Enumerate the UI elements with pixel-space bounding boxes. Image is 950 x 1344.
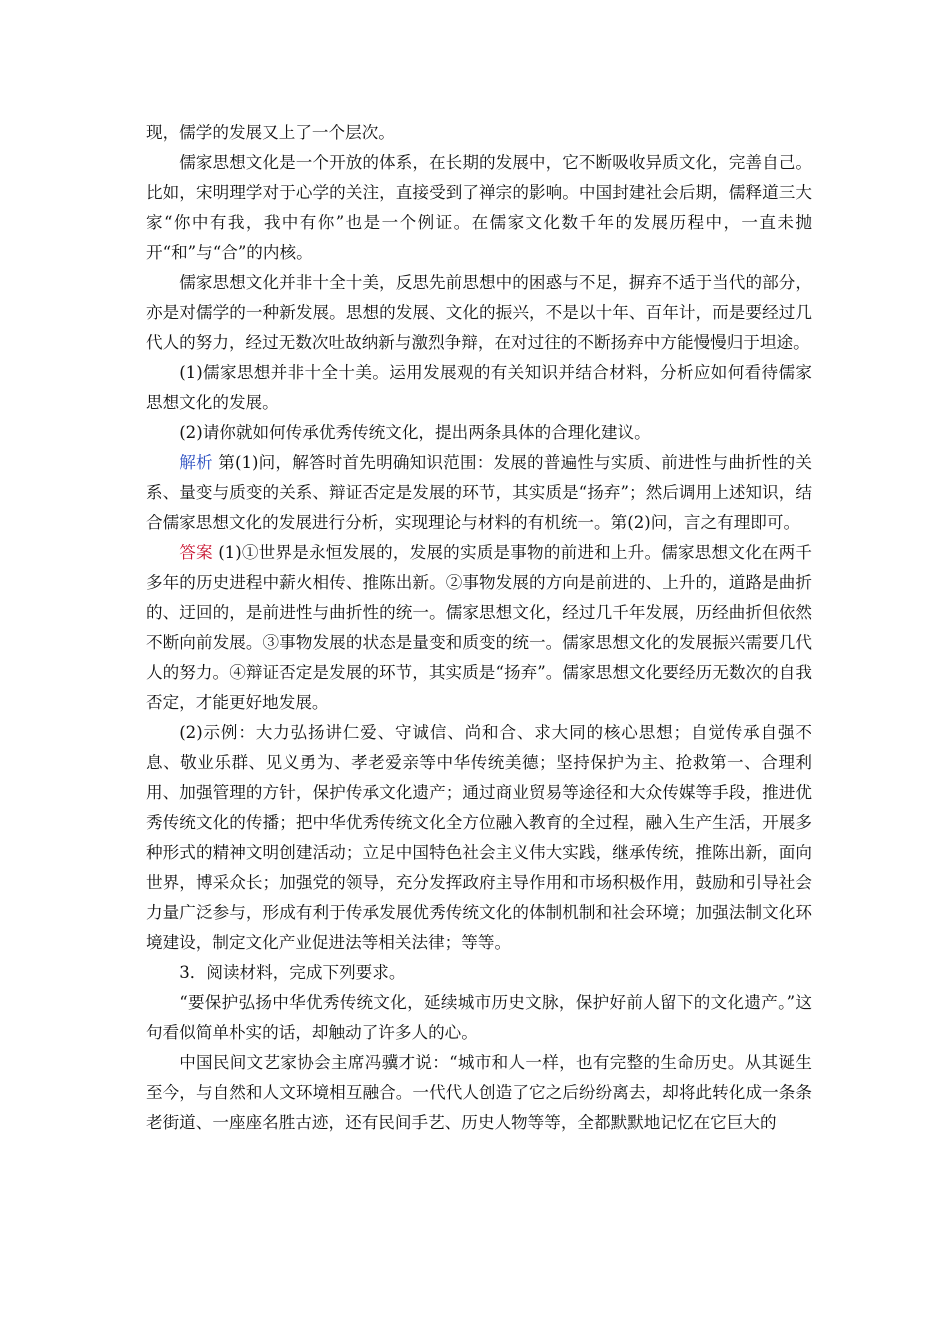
material-feng-jicai-paragraph: 中国民间文艺家协会主席冯骥才说：“城市和人一样，也有完整的生命历史。从其诞生至今，与自然和人文环境相互融合。一代代人创造了它之后纷纷离去，却将此转化成一条条老街道、一座座名胜古迹，还有民间手艺、历史人物等等，全都默默地记忆在它巨大的 [146, 1053, 812, 1132]
answer-text: (1)①世界是永恒发展的，发展的实质是事物的前进和上升。儒家思想文化在两千多年的历史进程中薪火相传、推陈出新。②事物发展的方向是前进的、上升的，道路是曲折的、迂回的，是前进性与曲折性的统一。儒家思想文化，经过几千年发展，历经曲折但依然不断向前发展。③事物发展的状态是量变和质变的统一。儒家思想文化的发展振兴需要几代人的努力。④辩证否定是发展的环节，其实质是“扬弃”。儒家思想文化要经历无数次的自我否定，才能更好地发展。 [146, 543, 813, 712]
paragraph-continuation: 现，儒学的发展又上了一个层次。 [146, 123, 395, 142]
analysis-paragraph [146, 448, 812, 538]
document-body [146, 118, 812, 1138]
analysis-text: 第(1)问，解答时首先明确知识范围：发展的普遍性与实质、前进性与曲折性的关系、量变与质变的关系、辩证否定是发展的环节，其实质是“扬弃”；然后调用上述知识，结合儒家思想文化的发展进行分析，实现理论与材料的有机统一。第(2)问，言之有理即可。 [146, 453, 813, 532]
paragraph-not-perfect: 儒家思想文化并非十全十美，反思先前思想中的困惑与不足，摒弃不适于当代的部分，亦是对儒学的一种新发展。思想的发展、文化的振兴，不是以十年、百年计，而是要经过几代人的努力，经过无数次吐故纳新与激烈争辩，在对过往的不断扬弃中方能慢慢归于坦途。 [146, 273, 812, 352]
answer-2-paragraph: (2)示例：大力弘扬讲仁爱、守诚信、尚和合、求大同的核心思想；自觉传承自强不息、敬业乐群、见义勇为、孝老爱亲等中华传统美德；坚持保护为主、抢救第一、合理利用、加强管理的方针，保护传承文化遗产；通过商业贸易等途径和大众传媒等手段，推进优秀传统文化的传播；把中华优秀传统文化全方位融入教育的全过程，融入生产生活，开展多种形式的精神文明创建活动；立足中国特色社会主义伟大实践，继承传统，推陈出新，面向世界，博采众长；加强党的领导，充分发挥政府主导作用和市场积极作用，鼓励和引导社会力量广泛参与，形成有利于传承发展优秀传统文化的体制机制和社会环境；加强法制文化环境建设，制定文化产业促进法等相关法律；等等。 [146, 723, 812, 952]
material-quote-paragraph: “要保护弘扬中华优秀传统文化，延续城市历史文脉，保护好前人留下的文化遗产。”这句看似简单朴实的话，却触动了许多人的心。 [146, 993, 812, 1042]
question-3-heading: 3．阅读材料，完成下列要求。 [179, 963, 406, 982]
question-2: (2)请你就如何传承优秀传统文化，提出两条具体的合理化建议。 [179, 423, 651, 442]
paragraph-open-system: 儒家思想文化是一个开放的体系，在长期的发展中，它不断吸收异质文化，完善自己。比如，宋明理学对于心学的关注，直接受到了禅宗的影响。中国封建社会后期，儒释道三大家“你中有我，我中有你”也是一个例证。在儒家文化数千年的发展历程中，一直未抛开“和”与“合”的内核。 [146, 153, 812, 262]
analysis-label: 解析 [179, 453, 213, 472]
question-1: (1)儒家思想并非十全十美。运用发展观的有关知识并结合材料，分析应如何看待儒家思想文化的发展。 [146, 363, 812, 412]
answer-label: 答案 [179, 543, 213, 562]
answer-paragraph [146, 538, 812, 718]
